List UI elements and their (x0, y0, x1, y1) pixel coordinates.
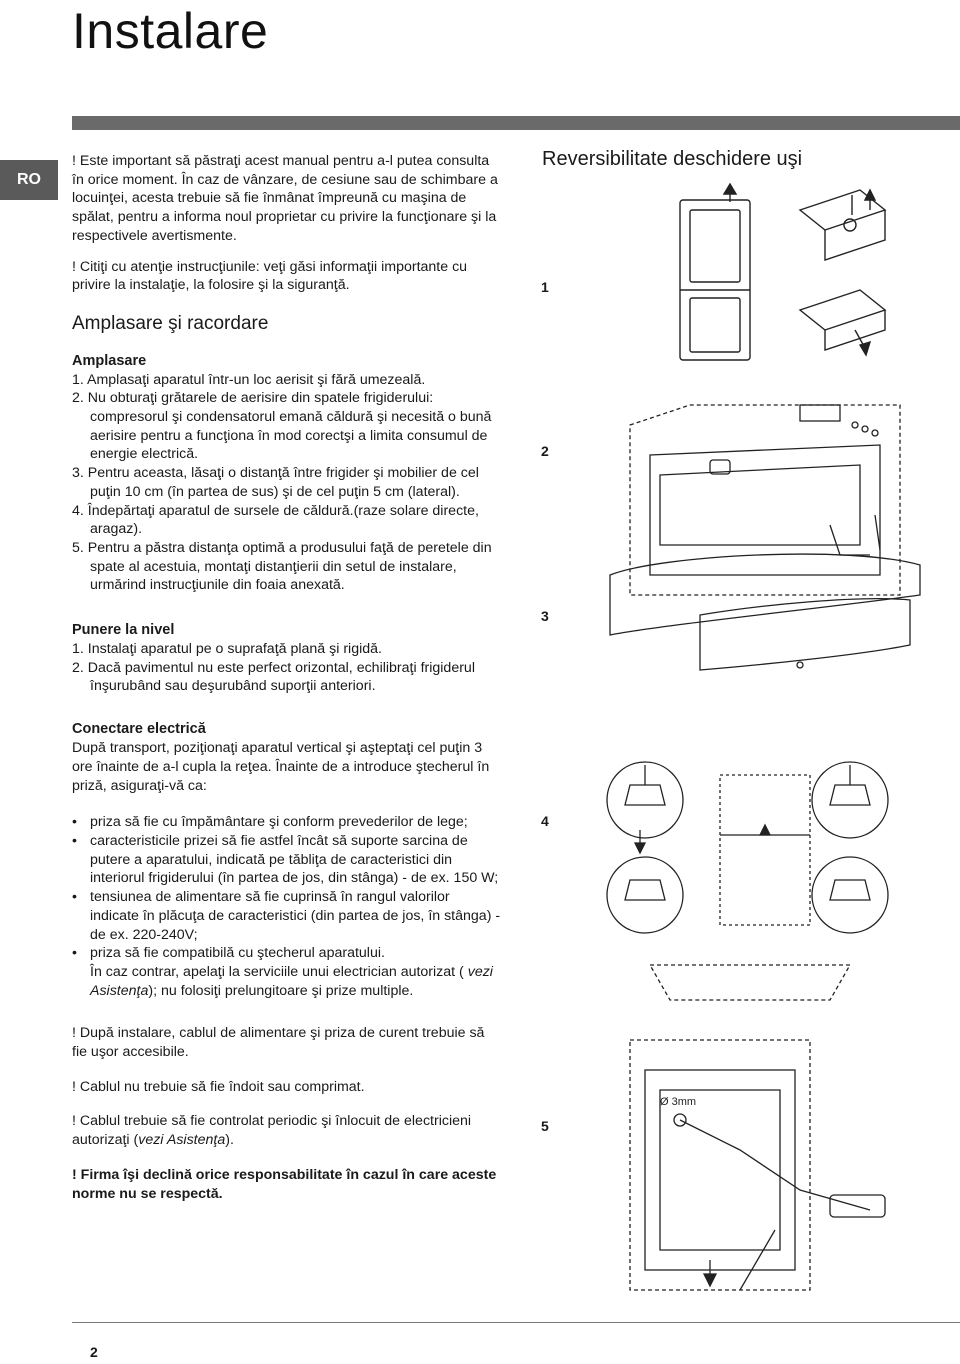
page-number: 2 (90, 1344, 98, 1360)
electric-checklist (72, 813, 502, 1000)
figure-step-5 (600, 1030, 920, 1300)
electric-intro: După transport, poziţionaţi aparatul vertical şi aşteptaţi cel puţin 3 ore înainte de a-l cupla la reţea. Înainte de a introduce ştecherul în priză, asiguraţi-vă ca: (72, 740, 490, 794)
nivel-heading: Punere la nivel (72, 622, 175, 639)
step-number-3: 3 (541, 608, 549, 624)
list-item-text: priza să fie compatibilă cu ştecherul aparatului. (90, 945, 385, 962)
figure-step-4 (590, 755, 920, 1005)
reversibility-heading: Reversibilitate deschidere uşi (542, 148, 803, 170)
list-item: • tensiunea de alimentare să fie cuprinsă în rangul valorilor indicate în plăcuţa de caracteristici (din partea de jos, în stânga) - de ex. 220-240V; (72, 888, 502, 944)
section-title: Amplasare şi racordare (72, 312, 269, 334)
warning-cable-check-ref: vezi Asistenţa (138, 1132, 226, 1149)
list-item: • caracteristicile prizei să fie astfel încât să suporte sarcina de putere a aparatului, indicată pe tăbliţa de caracteristici din interiorul frigiderului (în partea de jos, din stânga) - de ex. 150 W; (72, 832, 502, 888)
nivel-item-1: 1. Instalaţi aparatul pe o suprafaţă plană şi rigidă. (72, 641, 382, 658)
language-tab: RO (0, 160, 58, 200)
list-item-note-ref: vezi Asistenţa (90, 963, 493, 999)
amplasare-item-2: 2. Nu obturaţi grătarele de aerisire din spatele frigiderului: compresorul şi condensatorul emană căldură şi necesită o bună aerisire pentru a funcţiona în mod corectşi a limita consumul de energie electrică. (72, 390, 492, 463)
footer-rule (72, 1322, 960, 1323)
page-title: Instalare (72, 3, 269, 59)
figure-step-2-3 (600, 395, 930, 685)
step-number-2: 2 (541, 443, 549, 459)
step-number-4: 4 (541, 813, 549, 829)
amplasare-item-5: 5. Pentru a păstra distanţa optimă a produsului faţă de peretele din spate al acestuia, montaţi distanţierii din setul de instalare, urmărind instrucţiunile din foaia anexată. (72, 539, 492, 594)
warning-accessible: ! După instalare, cablul de alimentare şi priza de curent trebuie să fie uşor accesibile. (72, 1025, 485, 1061)
list-item (72, 944, 502, 1000)
left-column (72, 152, 502, 1203)
drill-size-label: Ø 3mm (660, 1096, 697, 1108)
warning-cable-check-post: ). (225, 1132, 234, 1149)
warning-cable-check-pre: ! Cablul trebuie să fie controlat periodic şi înlocuit de electricieni autorizaţi ( (72, 1113, 472, 1149)
warning-cable-check (72, 1112, 502, 1149)
header-rule (72, 116, 960, 130)
electric-heading: Conectare electrică (72, 721, 206, 738)
amplasare-item-4: 4. Îndepărtaţi aparatul de sursele de căldură.(raze solare directe, aragaz). (72, 502, 479, 538)
amplasare-item-3: 3. Pentru aceasta, lăsaţi o distanţă între frigider şi mobilier de cel puţin 10 cm (în partea de sus) şi de cel puţin 5 cm (lateral). (72, 465, 479, 500)
amplasare-item-1: 1. Amplasaţi aparatul într-un loc aerisit şi fără umezeală. (72, 371, 426, 388)
nivel-item-2: 2. Dacă pavimentul nu este perfect orizontal, echilibraţi frigiderul înşurubând sau deşurubând suporţii anteriori. (72, 659, 475, 695)
step-number-1: 1 (541, 279, 549, 295)
list-item-note-pre: În caz contrar, apelaţi la serviciile unui electrician autorizat ( (90, 963, 468, 980)
intro-warning: ! Este important să păstraţi acest manual pentru a-l putea consulta în orice moment. În caz de vânzare, de cesiune sau de schimbare a locuinţei, acesta trebuie să fie înmânat împreună cu maşina de spălat, pentru a informa noul proprietar cu privire la funcţionare şi la respectivele avertismente. (72, 153, 498, 244)
list-item: • priza să fie cu împământare şi conform prevederilor de lege; (72, 813, 502, 832)
warning-disclaimer: ! Firma îşi declină orice responsabilitate în cazul în care aceste norme nu se respectă. (72, 1166, 497, 1202)
intro-read-instructions: ! Citiţi cu atenţie instrucţiunile: veţi găsi informaţii importante cu privire la instalaţie, la folosire şi la siguranţă. (72, 258, 468, 294)
warning-cable-bent: ! Cablul nu trebuie să fie îndoit sau comprimat. (72, 1078, 365, 1095)
step-number-5: 5 (541, 1118, 549, 1134)
list-item-note-post: ); nu folosiţi prelungitoare şi prize multiple. (148, 982, 414, 999)
amplasare-heading: Amplasare (72, 352, 147, 369)
figure-step-1 (660, 180, 900, 380)
